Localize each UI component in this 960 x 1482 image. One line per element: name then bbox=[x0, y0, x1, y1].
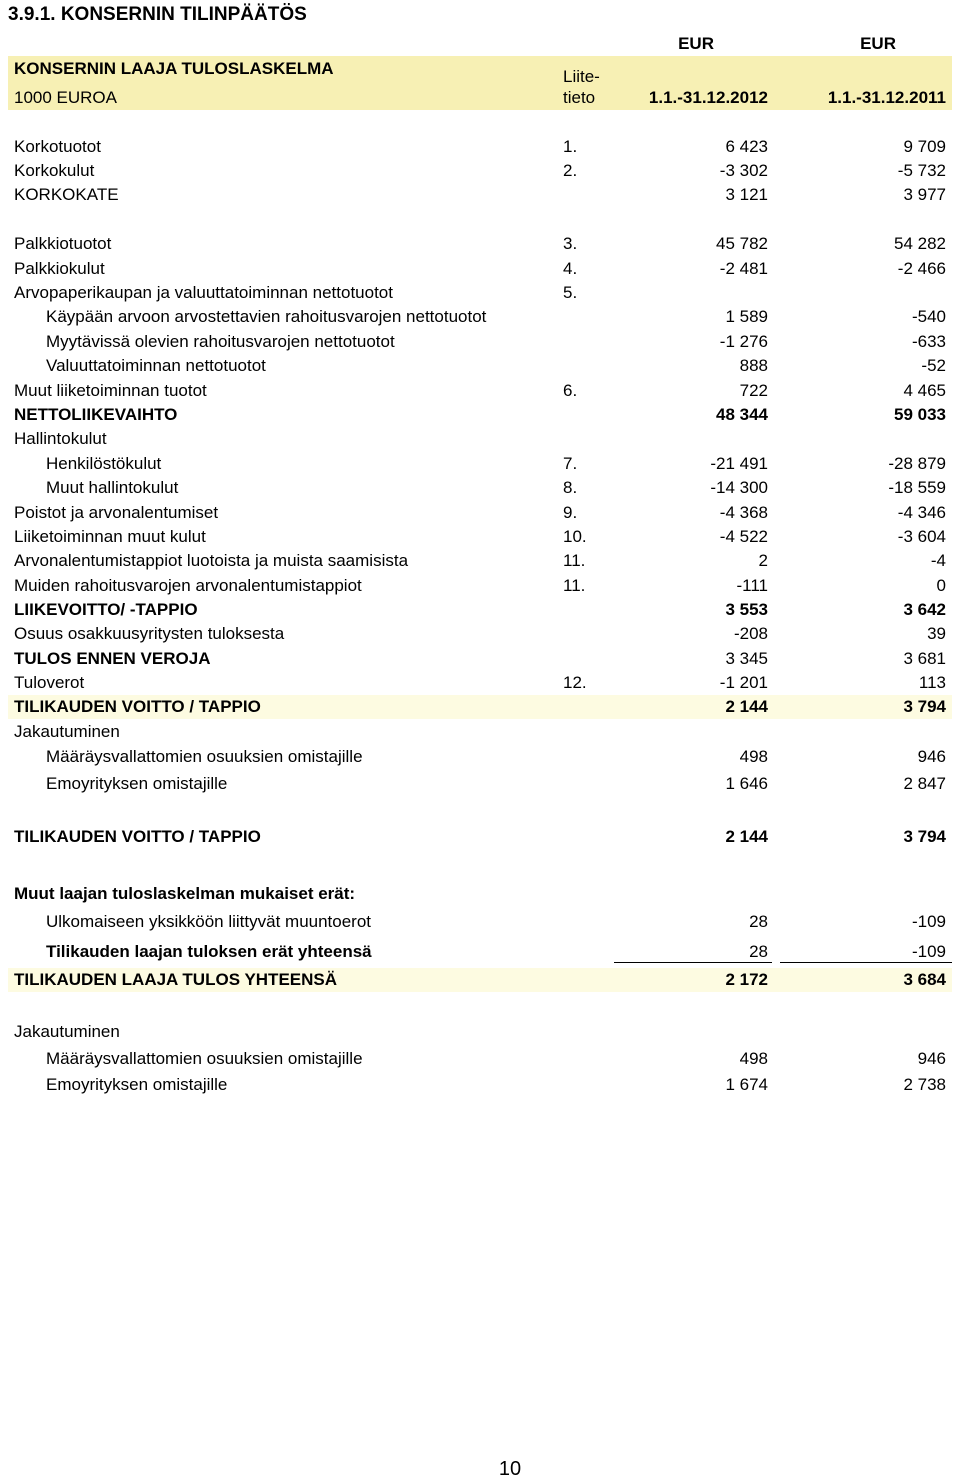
table-row bbox=[8, 1020, 952, 1044]
row-value-current: 3 345 bbox=[725, 649, 768, 668]
row-note: 12. bbox=[563, 673, 587, 692]
table-row bbox=[8, 772, 952, 796]
row-value-current: 1 589 bbox=[725, 307, 768, 326]
row-value-prior: -109 bbox=[911, 942, 946, 961]
row-label: Jakautuminen bbox=[14, 1022, 120, 1041]
row-value-current: 6 423 bbox=[725, 137, 768, 156]
row-value-current: -4 522 bbox=[719, 527, 768, 546]
row-value-prior: 0 bbox=[936, 576, 946, 595]
table-row bbox=[8, 598, 952, 622]
row-label: Tuloverot bbox=[14, 673, 85, 692]
table-row bbox=[8, 452, 952, 476]
row-note: 7. bbox=[563, 454, 578, 473]
table-row bbox=[8, 305, 952, 329]
row-value-prior: 4 465 bbox=[903, 381, 946, 400]
row-note: 5. bbox=[563, 283, 578, 302]
table-row bbox=[8, 882, 952, 906]
row-label: Korkotuotot bbox=[14, 137, 101, 156]
row-value-current: 2 bbox=[758, 551, 768, 570]
row-label: Palkkiotuotot bbox=[14, 234, 112, 253]
table-row bbox=[8, 476, 952, 500]
row-value-current: -4 368 bbox=[719, 503, 768, 522]
row-label: Palkkiokulut bbox=[14, 259, 105, 278]
table-row bbox=[8, 427, 952, 451]
row-value-current: 722 bbox=[739, 381, 768, 400]
row-value-prior: 2 847 bbox=[903, 774, 946, 793]
row-value-prior: 9 709 bbox=[903, 137, 946, 156]
table-row bbox=[8, 1073, 952, 1097]
row-label: Ulkomaiseen yksikköön liittyvät muuntoerot bbox=[46, 912, 372, 931]
row-value-current: 2 144 bbox=[725, 697, 768, 716]
row-note: 2. bbox=[563, 161, 578, 180]
row-value-prior: 2 738 bbox=[903, 1075, 946, 1094]
row-label: Arvonalentumistappiot luotoista ja muista saamisista bbox=[14, 551, 409, 570]
row-value-prior: 3 794 bbox=[903, 827, 946, 846]
row-label: TULOS ENNEN VEROJA bbox=[14, 649, 211, 668]
row-label: TILIKAUDEN VOITTO / TAPPIO bbox=[14, 697, 261, 716]
table-row bbox=[8, 281, 952, 305]
table-row bbox=[8, 695, 952, 719]
table-row bbox=[8, 379, 952, 403]
row-value-current: 2 144 bbox=[725, 827, 768, 846]
row-label: KORKOKATE bbox=[14, 185, 119, 204]
row-value-current: -1 276 bbox=[719, 332, 768, 351]
row-value-current: -1 201 bbox=[719, 673, 768, 692]
row-value-prior: 946 bbox=[917, 747, 946, 766]
row-value-current: 2 172 bbox=[725, 970, 768, 989]
row-label: Jakautuminen bbox=[14, 722, 120, 741]
table-row bbox=[8, 501, 952, 525]
table-row bbox=[8, 910, 952, 934]
note-column-header-line1: Liite- bbox=[563, 67, 600, 86]
table-row bbox=[8, 330, 952, 354]
row-value-current: 1 646 bbox=[725, 774, 768, 793]
row-label: Hallintokulut bbox=[14, 429, 107, 448]
row-value-prior: 54 282 bbox=[894, 234, 946, 253]
row-note: 6. bbox=[563, 381, 578, 400]
row-value-prior: -109 bbox=[911, 912, 946, 931]
row-label: LIIKEVOITTO/ -TAPPIO bbox=[14, 600, 198, 619]
row-value-prior: -540 bbox=[911, 307, 946, 326]
row-label: Myytävissä olevien rahoitusvarojen nettotuotot bbox=[46, 332, 395, 351]
row-value-prior: -4 346 bbox=[897, 503, 946, 522]
subtotal-underline-current bbox=[614, 962, 772, 963]
row-value-prior: -4 bbox=[930, 551, 946, 570]
table-row bbox=[8, 574, 952, 598]
row-value-current: 3 553 bbox=[725, 600, 768, 619]
row-label: Emoyrityksen omistajille bbox=[46, 1075, 228, 1094]
row-value-current: 888 bbox=[739, 356, 768, 375]
table-row bbox=[8, 825, 952, 849]
row-label: Poistot ja arvonalentumiset bbox=[14, 503, 219, 522]
row-value-prior: 113 bbox=[918, 673, 946, 692]
row-value-current: 498 bbox=[739, 1049, 768, 1068]
row-value-current: -208 bbox=[733, 624, 768, 643]
row-value-prior: 59 033 bbox=[894, 405, 946, 424]
row-value-prior: -28 879 bbox=[888, 454, 946, 473]
row-value-current: 28 bbox=[749, 942, 768, 961]
row-note: 11. bbox=[563, 551, 586, 570]
row-value-current: 45 782 bbox=[716, 234, 768, 253]
row-value-prior: 39 bbox=[927, 624, 946, 643]
row-label: Määräysvallattomien osuuksien omistajille bbox=[46, 747, 363, 766]
row-value-prior: -52 bbox=[921, 356, 946, 375]
table-row bbox=[8, 159, 952, 183]
row-value-prior: 946 bbox=[917, 1049, 946, 1068]
section-title: 3.9.1. KONSERNIN TILINPÄÄTÖS bbox=[8, 4, 307, 25]
row-note: 8. bbox=[563, 478, 578, 497]
table-row bbox=[8, 257, 952, 281]
row-label: Korkokulut bbox=[14, 161, 95, 180]
row-label: Emoyrityksen omistajille bbox=[46, 774, 228, 793]
row-label: Muut laajan tuloslaskelman mukaiset erät: bbox=[14, 884, 356, 903]
subtotal-underline-prior bbox=[780, 962, 952, 963]
table-row bbox=[8, 549, 952, 573]
row-value-current: 1 674 bbox=[725, 1075, 768, 1094]
period-header-prior: 1.1.-31.12.2011 bbox=[827, 88, 946, 107]
row-value-prior: 3 642 bbox=[903, 600, 946, 619]
table-row bbox=[8, 135, 952, 159]
row-value-current: -111 bbox=[736, 576, 768, 595]
row-label: Muut liiketoiminnan tuotot bbox=[14, 381, 207, 400]
page-number: 10 bbox=[498, 1458, 522, 1480]
row-label: NETTOLIIKEVAIHTO bbox=[14, 405, 178, 424]
row-label: Osuus osakkuusyritysten tuloksesta bbox=[14, 624, 285, 643]
row-label: Arvopaperikaupan ja valuuttatoiminnan nettotuotot bbox=[14, 283, 393, 302]
table-row bbox=[8, 232, 952, 256]
row-value-prior: -3 604 bbox=[897, 527, 946, 546]
row-value-current: -3 302 bbox=[719, 161, 768, 180]
row-note: 1. bbox=[563, 137, 578, 156]
row-label: Liiketoiminnan muut kulut bbox=[14, 527, 206, 546]
row-label: Tilikauden laajan tuloksen erät yhteensä bbox=[46, 942, 372, 961]
table-row bbox=[8, 647, 952, 671]
currency-label-current: EUR bbox=[678, 34, 714, 53]
row-value-current: -14 300 bbox=[710, 478, 768, 497]
row-value-current: 498 bbox=[739, 747, 768, 766]
row-label: TILIKAUDEN VOITTO / TAPPIO bbox=[14, 827, 261, 846]
table-row bbox=[8, 1047, 952, 1071]
table-row bbox=[8, 525, 952, 549]
table-row bbox=[8, 671, 952, 695]
row-label: Valuuttatoiminnan nettotuotot bbox=[46, 356, 266, 375]
table-row bbox=[8, 622, 952, 646]
row-note: 4. bbox=[563, 259, 578, 278]
table-row bbox=[8, 940, 952, 964]
table-row bbox=[8, 968, 952, 992]
row-value-prior: -633 bbox=[911, 332, 946, 351]
table-row bbox=[8, 183, 952, 207]
row-value-current: -2 481 bbox=[719, 259, 768, 278]
row-value-prior: 3 681 bbox=[903, 649, 946, 668]
table-row bbox=[8, 403, 952, 427]
table-row bbox=[8, 745, 952, 769]
row-label: TILIKAUDEN LAAJA TULOS YHTEENSÄ bbox=[14, 970, 338, 989]
statement-title: KONSERNIN LAAJA TULOSLASKELMA bbox=[14, 59, 334, 78]
row-note: 11. bbox=[563, 576, 586, 595]
statement-unit: 1000 EUROA bbox=[14, 88, 117, 107]
period-header-current: 1.1.-31.12.2012 bbox=[648, 88, 768, 107]
table-row bbox=[8, 720, 952, 744]
note-column-header-line2: tieto bbox=[563, 88, 596, 107]
row-value-prior: 3 977 bbox=[903, 185, 946, 204]
table-row bbox=[8, 354, 952, 378]
row-label: Muut hallintokulut bbox=[46, 478, 179, 497]
row-label: Muiden rahoitusvarojen arvonalentumistappiot bbox=[14, 576, 362, 595]
row-note: 3. bbox=[563, 234, 578, 253]
row-label: Määräysvallattomien osuuksien omistajille bbox=[46, 1049, 363, 1068]
row-value-current: 48 344 bbox=[716, 405, 768, 424]
row-value-current: -21 491 bbox=[710, 454, 768, 473]
row-value-prior: 3 794 bbox=[903, 697, 946, 716]
row-label: Käypään arvoon arvostettavien rahoitusvarojen nettotuotot bbox=[46, 307, 487, 326]
row-value-current: 28 bbox=[749, 912, 768, 931]
row-value-prior: -2 466 bbox=[897, 259, 946, 278]
row-value-prior: -18 559 bbox=[888, 478, 946, 497]
row-label: Henkilöstökulut bbox=[46, 454, 162, 473]
row-value-prior: 3 684 bbox=[903, 970, 946, 989]
row-value-current: 3 121 bbox=[725, 185, 768, 204]
row-value-prior: -5 732 bbox=[897, 161, 946, 180]
row-note: 9. bbox=[563, 503, 578, 522]
currency-label-prior: EUR bbox=[860, 34, 896, 53]
row-note: 10. bbox=[563, 527, 587, 546]
